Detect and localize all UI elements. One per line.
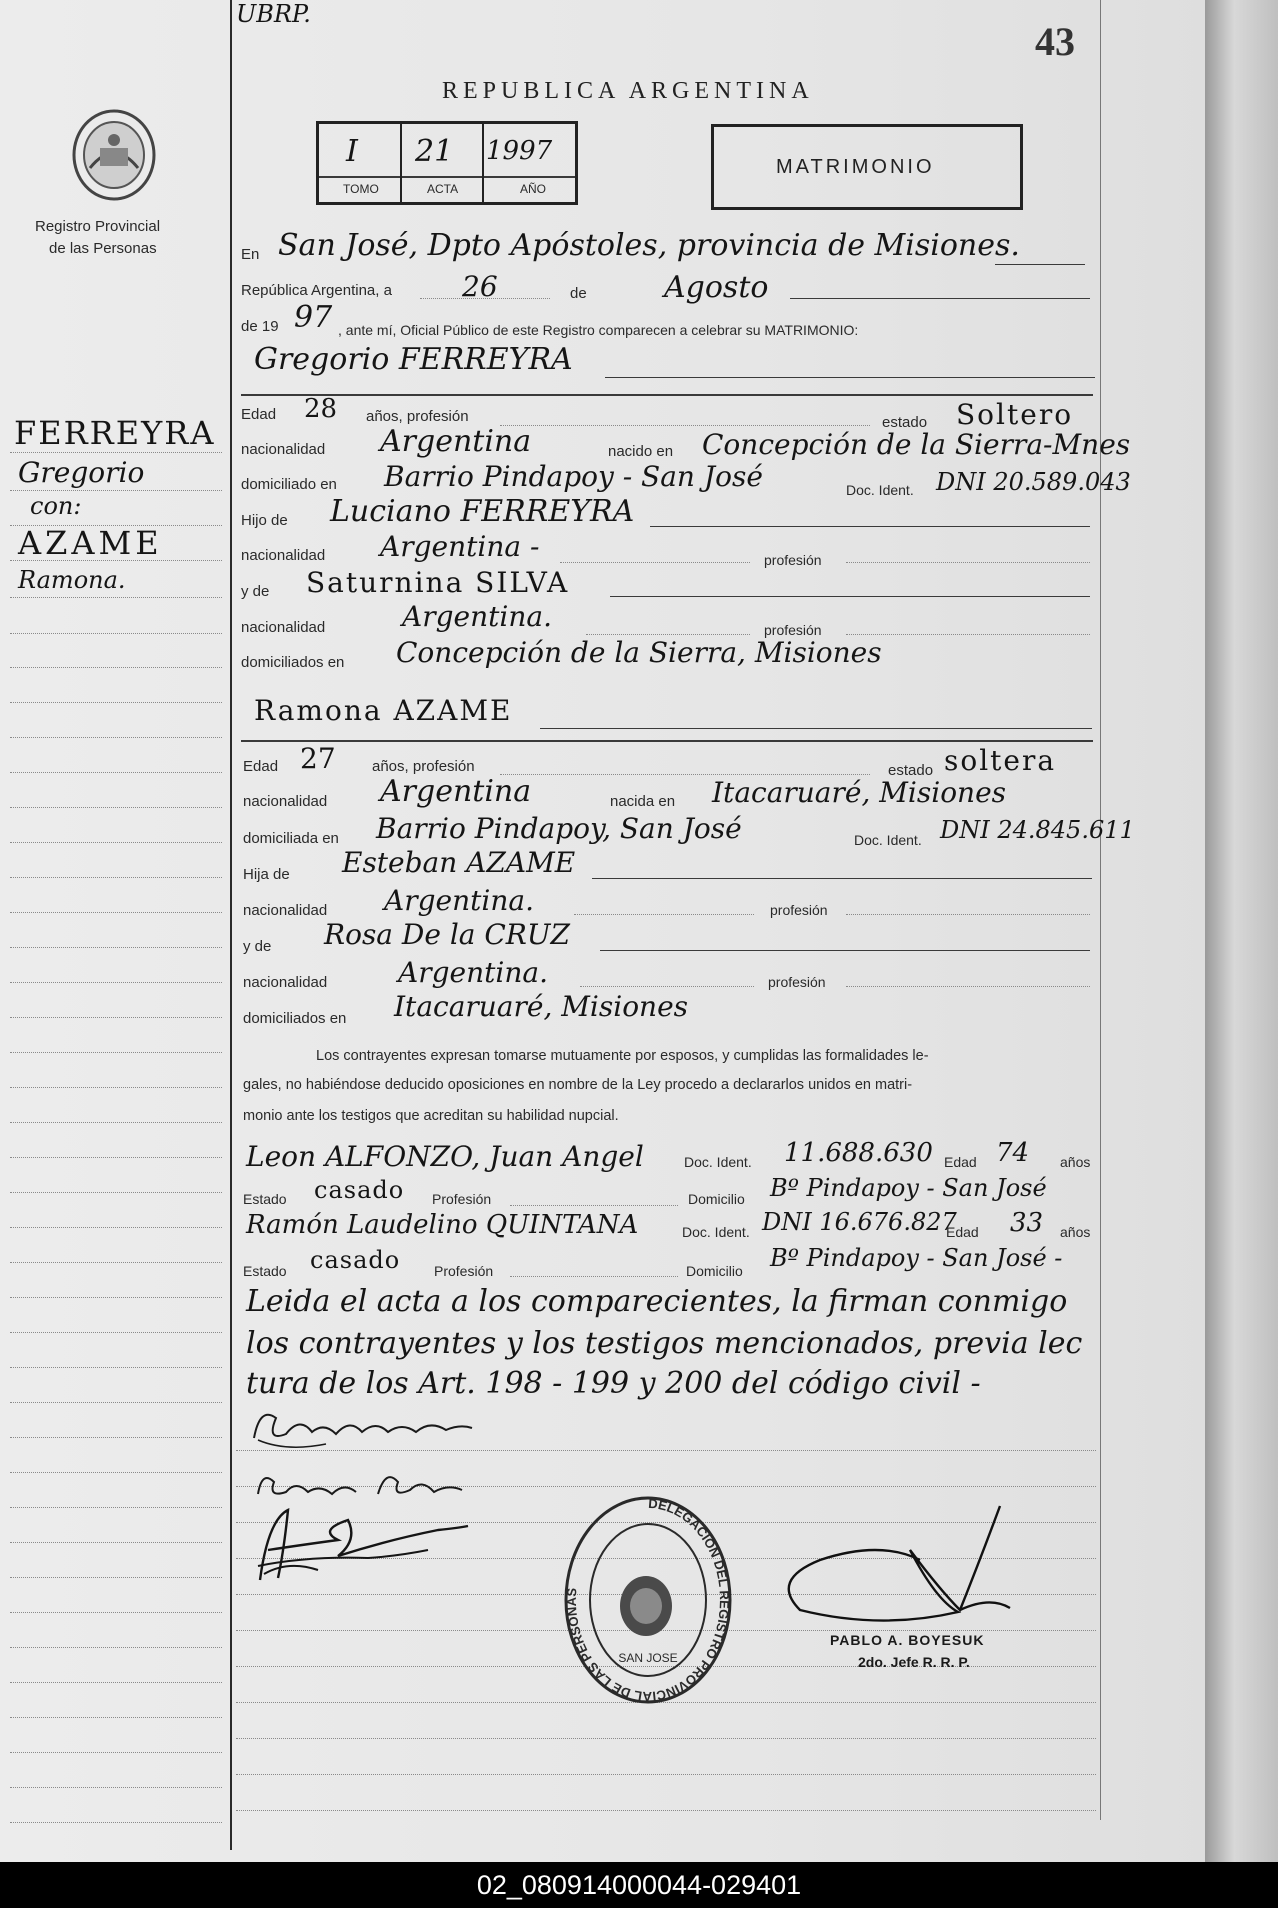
bride-father: Esteban AZAME bbox=[342, 846, 576, 879]
ano-value: 1997 bbox=[486, 136, 553, 166]
margin-surname-bride: AZAME bbox=[18, 524, 163, 562]
tomo-value: I bbox=[346, 134, 358, 169]
witness2-estado-label: Estado bbox=[243, 1263, 287, 1279]
witness1-domicilio: Bº Pindapoy - San José bbox=[770, 1174, 1047, 1202]
groom-father: Luciano FERREYRA bbox=[330, 494, 635, 529]
closing-line1: Leida el acta a los comparecientes, la firman conmigo bbox=[246, 1284, 1068, 1319]
bride-yde-label: y de bbox=[243, 938, 272, 955]
bride-domicilio-label: domiciliada en bbox=[243, 830, 339, 847]
bride-parents-dom: Itacaruaré, Misiones bbox=[394, 990, 689, 1023]
groom-mother: Saturnina SILVA bbox=[306, 566, 570, 599]
bride-profesion-label: años, profesión bbox=[372, 758, 475, 775]
page-number: 43 bbox=[1035, 19, 1075, 64]
margin-con: con: bbox=[30, 492, 82, 520]
bride-hija-label: Hija de bbox=[243, 866, 290, 883]
groom-mother-prof-label: profesión bbox=[764, 622, 822, 638]
witness1-domicilio-label: Domicilio bbox=[688, 1191, 745, 1207]
scan-edge bbox=[1205, 0, 1278, 1862]
groom-age: 28 bbox=[304, 394, 338, 424]
groom-estado: Soltero bbox=[956, 398, 1074, 431]
groom-parents-dom-label: domiciliados en bbox=[241, 654, 345, 671]
bride-doc-label: Doc. Ident. bbox=[854, 832, 922, 848]
bride-mother-nac-label: nacionalidad bbox=[243, 974, 328, 991]
witness1-doc-label: Doc. Ident. bbox=[684, 1154, 752, 1170]
witness2-domicilio: Bº Pindapoy - San José - bbox=[770, 1244, 1063, 1272]
witness2-edad-label: Edad bbox=[946, 1224, 979, 1240]
stamp-ring-text: DELEGACION DEL REGISTRO PROVINCIAL DE LAS PERSONAS bbox=[563, 1495, 733, 1705]
day: 26 bbox=[462, 270, 498, 303]
coat-of-arms-seal bbox=[70, 108, 158, 202]
year-suffix: 97 bbox=[294, 300, 333, 335]
groom-profesion-label: años, profesión bbox=[366, 408, 469, 425]
closing-line2: los contrayentes y los testigos mencionados, previa lec bbox=[246, 1326, 1083, 1361]
witness2-name: Ramón Laudelino QUINTANA bbox=[246, 1210, 639, 1240]
bride-edad-label: Edad bbox=[243, 758, 279, 775]
bride-nacionalidad-label: nacionalidad bbox=[243, 793, 328, 810]
bride-father-nac-label: nacionalidad bbox=[243, 902, 328, 919]
margin-surname-groom: FERREYRA bbox=[14, 414, 216, 452]
bride-estado-label: estado bbox=[888, 762, 934, 779]
groom-nacido-label: nacido en bbox=[608, 443, 674, 460]
registry-name-line2: de las Personas bbox=[49, 240, 157, 257]
closing-line3: tura de los Art. 198 - 199 y 200 del código civil - bbox=[246, 1366, 981, 1401]
witness1-anos-label: años bbox=[1060, 1154, 1091, 1170]
document-type: MATRIMONIO bbox=[776, 156, 935, 178]
groom-father-prof-label: profesión bbox=[764, 552, 822, 568]
witness2-doc-label: Doc. Ident. bbox=[682, 1224, 750, 1240]
groom-edad-label: Edad bbox=[241, 406, 277, 423]
witness1-age: 74 bbox=[996, 1138, 1030, 1168]
bride-name: Ramona AZAME bbox=[254, 694, 513, 727]
bride-nacionalidad: Argentina bbox=[380, 774, 532, 809]
witness1-edad-label: Edad bbox=[944, 1154, 977, 1170]
bride-birthplace: Itacaruaré, Misiones bbox=[712, 776, 1007, 809]
registry-stamp bbox=[560, 1494, 736, 1710]
bride-estado: soltera bbox=[944, 744, 1057, 777]
official-name: PABLO A. BOYESUK bbox=[830, 1632, 985, 1648]
witness2-age: 33 bbox=[1010, 1208, 1044, 1238]
witness2-anos-label: años bbox=[1060, 1224, 1091, 1240]
groom-domicilio-label: domiciliado en bbox=[241, 476, 337, 493]
groom-doc: DNI 20.589.043 bbox=[936, 468, 1131, 496]
groom-father-nac: Argentina - bbox=[380, 530, 540, 563]
tomo-label: TOMO bbox=[343, 182, 379, 196]
bride-parents-dom-label: domiciliados en bbox=[243, 1010, 347, 1027]
corner-note: UBRP. bbox=[236, 0, 311, 28]
declaration-line1: Los contrayentes expresan tomarse mutuamente por esposos, y cumplidas las formalidades le- bbox=[316, 1048, 929, 1064]
bride-father-nac: Argentina. bbox=[384, 884, 534, 917]
groom-hijo-label: Hijo de bbox=[241, 512, 288, 529]
bride-nacida-label: nacida en bbox=[610, 793, 676, 810]
witness2-estado: casado bbox=[310, 1246, 401, 1274]
bride-age: 27 bbox=[300, 742, 336, 775]
groom-estado-label: estado bbox=[882, 414, 928, 431]
place: San José, Dpto Apóstoles, provincia de Misiones. bbox=[278, 228, 1020, 263]
witness1-profesion-label: Profesión bbox=[432, 1191, 492, 1207]
registry-name-line1: Registro Provincial bbox=[35, 218, 161, 235]
de19-label: de 19 bbox=[241, 318, 279, 335]
witness2-profesion-label: Profesión bbox=[434, 1263, 494, 1279]
bride-mother: Rosa De la CRUZ bbox=[324, 918, 570, 951]
bride-mother-prof-label: profesión bbox=[768, 974, 826, 990]
ano-label: AÑO bbox=[520, 182, 547, 196]
bride-mother-nac: Argentina. bbox=[398, 956, 548, 989]
acta-label: ACTA bbox=[427, 182, 459, 196]
witness1-name: Leon ALFONZO, Juan Angel bbox=[246, 1140, 644, 1173]
groom-father-nac-label: nacionalidad bbox=[241, 547, 326, 564]
acta-value: 21 bbox=[415, 134, 454, 169]
country-title: REPUBLICA ARGENTINA bbox=[442, 78, 814, 104]
groom-domicilio: Barrio Pindapoy - San José bbox=[384, 460, 763, 493]
groom-name: Gregorio FERREYRA bbox=[254, 342, 573, 377]
scan-id-footer: 02_080914000044-029401 bbox=[0, 1862, 1278, 1908]
groom-mother-nac: Argentina. bbox=[402, 600, 552, 633]
witness2-doc: DNI 16.676.827 bbox=[762, 1208, 957, 1236]
groom-birthplace: Concepción de la Sierra-Mnes bbox=[702, 428, 1131, 461]
margin-given-bride: Ramona. bbox=[18, 566, 126, 594]
groom-nacionalidad-label: nacionalidad bbox=[241, 441, 326, 458]
margin-given-groom: Gregorio bbox=[18, 456, 145, 489]
bride-father-prof-label: profesión bbox=[770, 902, 828, 918]
bride-doc: DNI 24.845.611 bbox=[940, 816, 1135, 844]
groom-yde-label: y de bbox=[241, 583, 270, 600]
declaration-line3: monio ante los testigos que acreditan su habilidad nupcial. bbox=[243, 1108, 619, 1124]
appearance-statement: , ante mí, Oficial Público de este Registro comparecen a celebrar su MATRIMONIO: bbox=[338, 322, 859, 338]
witness1-estado-label: Estado bbox=[243, 1191, 287, 1207]
margin-rule-left bbox=[230, 0, 232, 1850]
de-label: de bbox=[570, 285, 587, 302]
official-title: 2do. Jefe R. R. P. bbox=[858, 1654, 970, 1670]
stamp-inner-text: SAN JOSE bbox=[618, 1651, 678, 1665]
republica-label: República Argentina, a bbox=[241, 282, 392, 299]
signature-groom bbox=[246, 1398, 486, 1458]
en-label: En bbox=[241, 246, 260, 263]
signature-official bbox=[760, 1500, 1040, 1640]
declaration-line2: gales, no habiéndose deducido oposiciones en nombre de la Ley procedo a declararlos unidos en matri- bbox=[243, 1077, 913, 1093]
groom-doc-label: Doc. Ident. bbox=[846, 482, 914, 498]
groom-mother-nac-label: nacionalidad bbox=[241, 619, 326, 636]
witness2-domicilio-label: Domicilio bbox=[686, 1263, 743, 1279]
month: Agosto bbox=[664, 270, 769, 305]
witness1-estado: casado bbox=[314, 1176, 405, 1204]
groom-parents-dom: Concepción de la Sierra, Misiones bbox=[396, 636, 882, 669]
bride-domicilio: Barrio Pindapoy, San José bbox=[376, 812, 742, 845]
groom-nacionalidad: Argentina bbox=[380, 424, 532, 459]
signature-witnesses bbox=[248, 1500, 478, 1590]
margin-rule-right bbox=[1100, 0, 1101, 1820]
witness1-doc: 11.688.630 bbox=[784, 1138, 933, 1168]
